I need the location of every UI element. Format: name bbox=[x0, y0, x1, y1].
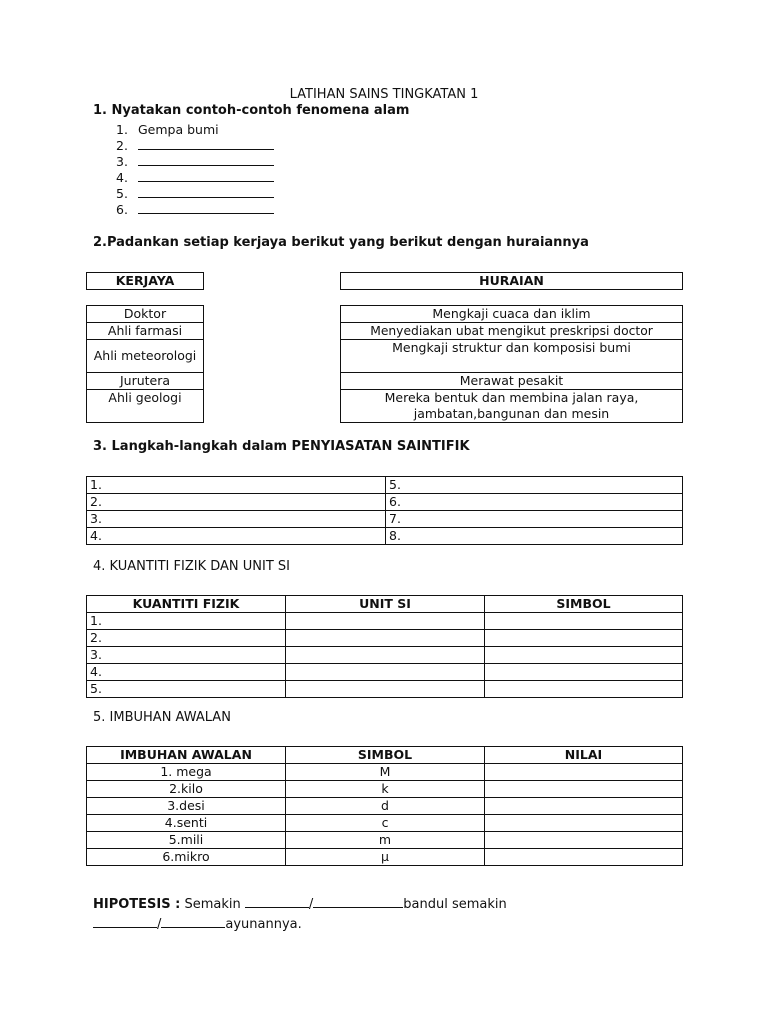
table-row: 4. bbox=[87, 664, 683, 681]
question-5-heading: 5. IMBUHAN AWALAN bbox=[93, 710, 231, 725]
list-item: 1. Gempa bumi bbox=[116, 122, 219, 137]
table-header-row bbox=[87, 747, 683, 764]
table-row: 1. mega M bbox=[87, 764, 683, 781]
career-table bbox=[86, 305, 204, 423]
page-title: LATIHAN SAINS TINGKATAN 1 bbox=[289, 87, 479, 102]
description-header-table bbox=[340, 272, 683, 290]
list-item: 4. bbox=[116, 170, 274, 186]
table-row: 4.senti c bbox=[87, 815, 683, 832]
description-header: HURAIAN bbox=[341, 273, 683, 290]
column-header: NILAI bbox=[485, 747, 683, 764]
question-1-heading: 1. Nyatakan contoh-contoh fenomena alam bbox=[93, 103, 410, 118]
career-cell: Doktor bbox=[87, 306, 204, 323]
table-row: 2. bbox=[87, 630, 683, 647]
career-header-table bbox=[86, 272, 204, 290]
description-table bbox=[340, 305, 683, 423]
answer-blank[interactable] bbox=[161, 914, 225, 928]
table-row: 1. 5. bbox=[87, 477, 683, 494]
answer-blank[interactable] bbox=[93, 914, 157, 928]
career-cell: Ahli farmasi bbox=[87, 323, 204, 340]
table-row: 4. 8. bbox=[87, 528, 683, 545]
answer-blank[interactable] bbox=[313, 894, 403, 908]
steps-table bbox=[86, 476, 683, 545]
table-header-row bbox=[87, 596, 683, 613]
question-2-heading: 2.Padankan setiap kerjaya berikut yang berikut dengan huraiannya bbox=[93, 235, 589, 250]
table-row: 6.mikro μ bbox=[87, 849, 683, 866]
list-item: 5. bbox=[116, 186, 274, 202]
physics-quantity-table bbox=[86, 595, 683, 698]
table-row: 1. bbox=[87, 613, 683, 630]
table-row: 5. bbox=[87, 681, 683, 698]
list-item: 2. bbox=[116, 138, 274, 154]
hypothesis-line-1: HIPOTESIS : Semakin / bandul semakin bbox=[93, 894, 507, 914]
list-item: 3. bbox=[116, 154, 274, 170]
career-header: KERJAYA bbox=[87, 273, 204, 290]
table-row: 3. bbox=[87, 647, 683, 664]
table-row: 3.desi d bbox=[87, 798, 683, 815]
answer-blank[interactable] bbox=[138, 138, 274, 150]
prefix-table bbox=[86, 746, 683, 866]
description-cell: Menyediakan ubat mengikut preskripsi doctor bbox=[341, 323, 683, 340]
answer-blank[interactable] bbox=[245, 894, 309, 908]
hypothesis bbox=[93, 894, 507, 934]
question-1-list bbox=[116, 122, 274, 218]
description-cell: Mengkaji struktur dan komposisi bumi bbox=[341, 340, 683, 373]
table-row: 2. 6. bbox=[87, 494, 683, 511]
column-header: SIMBOL bbox=[485, 596, 683, 613]
column-header: KUANTITI FIZIK bbox=[87, 596, 286, 613]
hypothesis-line-2: / ayunannya. bbox=[93, 914, 507, 934]
question-4-heading: 4. KUANTITI FIZIK DAN UNIT SI bbox=[93, 559, 290, 574]
table-row: 3. 7. bbox=[87, 511, 683, 528]
career-cell: Ahli meteorologi bbox=[87, 340, 204, 373]
answer-text: Gempa bumi bbox=[138, 122, 219, 137]
description-cell: Merawat pesakit bbox=[341, 373, 683, 390]
list-item: 6. bbox=[116, 202, 274, 218]
hypothesis-label: HIPOTESIS : bbox=[93, 897, 181, 912]
column-header: IMBUHAN AWALAN bbox=[87, 747, 286, 764]
question-3-heading: 3. Langkah-langkah dalam PENYIASATAN SAINTIFIK bbox=[93, 439, 470, 454]
career-cell: Jurutera bbox=[87, 373, 204, 390]
table-row: 2.kilo k bbox=[87, 781, 683, 798]
table-row: 5.mili m bbox=[87, 832, 683, 849]
description-cell: Mengkaji cuaca dan iklim bbox=[341, 306, 683, 323]
answer-blank[interactable] bbox=[138, 202, 274, 214]
column-header: UNIT SI bbox=[286, 596, 485, 613]
answer-blank[interactable] bbox=[138, 186, 274, 198]
answer-blank[interactable] bbox=[138, 170, 274, 182]
career-cell: Ahli geologi bbox=[87, 390, 204, 423]
column-header: SIMBOL bbox=[286, 747, 485, 764]
answer-blank[interactable] bbox=[138, 154, 274, 166]
description-cell: Mereka bentuk dan membina jalan raya, jambatan,bangunan dan mesin bbox=[341, 390, 683, 423]
